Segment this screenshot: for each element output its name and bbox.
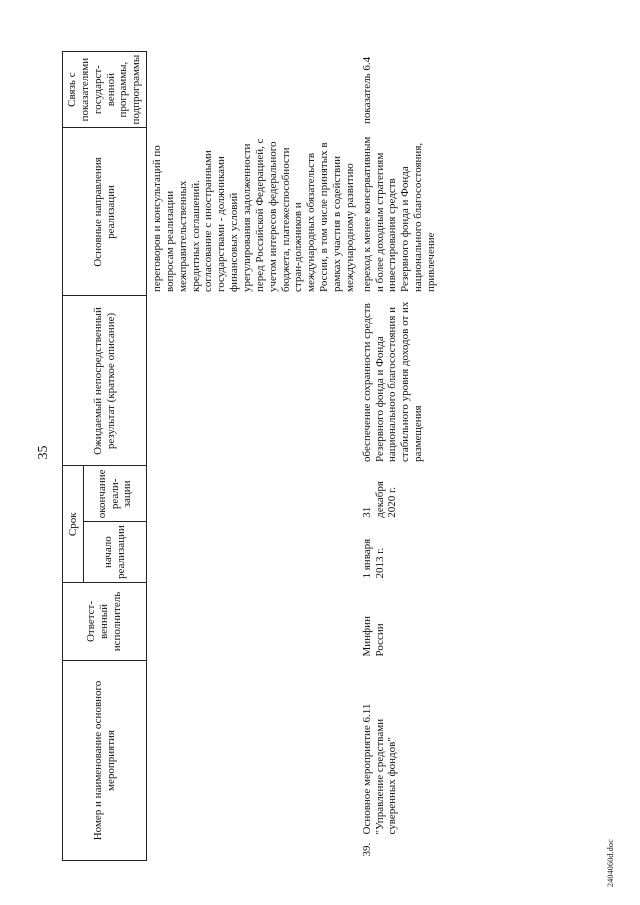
- cell-name: [147, 661, 357, 861]
- table-row: [147, 51, 357, 860]
- cell-directions: переговоров и консультаций по вопросам реализации межправительственных кредитных соглашений. согласование с иностранными государствами - должниками финансовых условий урегулирования задолженности перед Российской Федерацией, с учетом интересов федерального бюджета, платежеспособности стран-должников и международных обязательств России, в том числе принятых в рамках участия в содействии международному развитию: [151, 138, 356, 292]
- cell-start: [147, 522, 357, 583]
- header-start: начало реализации: [84, 522, 147, 583]
- cell-responsible: Минфин России: [360, 616, 386, 657]
- footer-filename: 2404060d.doc: [606, 839, 615, 887]
- header-result: Ожидаемый непосредственный результат (краткое описание): [63, 296, 147, 466]
- cell-responsible: [147, 583, 357, 661]
- row-name: Основное мероприятие 6.11 "Управление средствами суверенных фондов": [360, 703, 399, 835]
- page-number: 35: [36, 445, 51, 460]
- cell-name: [357, 661, 438, 861]
- header-name: Номер и наименование основного мероприятия: [63, 661, 147, 861]
- header-directions: Основные направления реализации: [63, 128, 147, 296]
- cell-link: [147, 51, 357, 128]
- table-row: [357, 51, 438, 860]
- cell-link: показатель 6.4: [360, 56, 373, 124]
- cell-result: обеспечение сохранности средств Резервного фонда и Фонда национального благосостояния и стабильного уровня доходов от их размещения: [360, 301, 425, 462]
- measures-table: [62, 51, 438, 861]
- cell-end: [147, 466, 357, 522]
- header-term: Срок: [63, 466, 84, 583]
- row-number: 39.: [360, 842, 373, 857]
- header-responsible: Ответст-венный исполнитель: [63, 583, 147, 661]
- header-end: окончание реали-зации: [84, 466, 147, 522]
- cell-end: 31 декабря 2020 г.: [360, 481, 399, 518]
- cell-result: [147, 296, 357, 466]
- cell-start: 1 января 2013 г.: [360, 538, 386, 579]
- cell-directions: переход к менее консервативным и более доходным стратегиям инвестирования средств Резервного фонда и Фонда национального благосостояния, привлечение: [360, 136, 438, 292]
- header-link: Связь с показателями государст-венной программы, подпрограммы: [63, 51, 147, 128]
